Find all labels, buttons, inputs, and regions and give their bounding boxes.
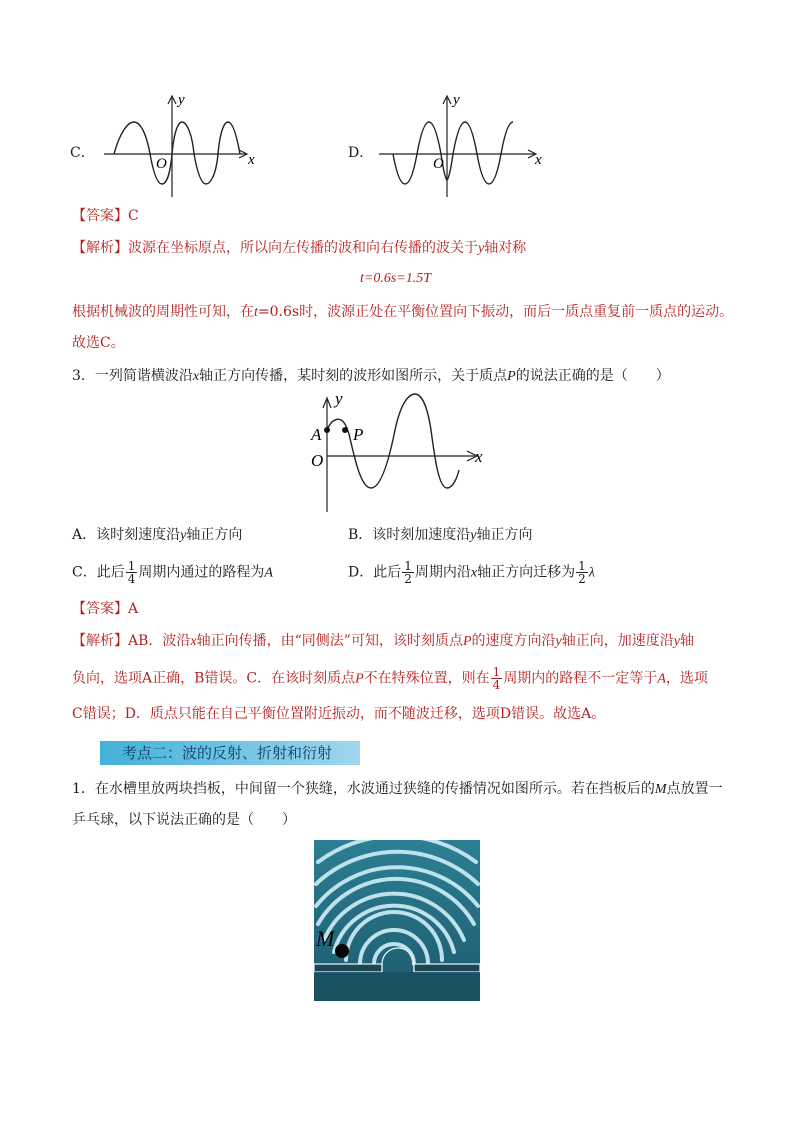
q2-analysis-line3: 根据机械波的周期性可知，在t=0.6s时，波源正处在平衡位置向下振动，而后一质点重复前一质点的运动。 bbox=[72, 304, 734, 320]
photo-label-m: M bbox=[316, 926, 335, 951]
option-c-label: C． bbox=[70, 145, 95, 161]
q3-stem: 3．一列简谐横波沿x轴正方向传播，某时刻的波形如图所示，关于质点P的说法正确的是（ ） bbox=[72, 368, 670, 384]
option-d-graph bbox=[375, 92, 545, 202]
q2-analysis-line1: 【解析】波源在坐标原点，所以向左传播的波和向右传播的波关于y轴对称 bbox=[72, 240, 527, 256]
q3-point-p bbox=[342, 427, 348, 433]
right-barrier bbox=[414, 964, 480, 972]
q3-fig-o: O bbox=[311, 451, 324, 470]
q2-formula: t=0.6s=1.5T bbox=[360, 271, 432, 286]
q2-answer: 【答案】C bbox=[72, 208, 139, 224]
point-m-ball bbox=[335, 944, 349, 958]
left-barrier bbox=[314, 964, 382, 972]
option-c-graph bbox=[100, 92, 270, 202]
q3-fig-p: P bbox=[353, 425, 364, 444]
tank-lower-area bbox=[314, 972, 480, 1001]
ripple-tank-photo bbox=[314, 840, 480, 1001]
q3-option-c: C．此后 $\frac{1}{4}$ 周期内通过的路程为A bbox=[72, 559, 273, 586]
q3-wave-figure bbox=[305, 390, 495, 515]
q3-answer: 【答案】A bbox=[72, 601, 139, 617]
section-title-bar bbox=[100, 741, 360, 765]
q3-fig-x: x bbox=[475, 447, 483, 466]
q3-analysis-line1: 【解析】AB．波沿x轴正向传播，由“同侧法”可知，该时刻质点P的速度方向沿y轴正向，加速度沿y轴 bbox=[72, 633, 694, 649]
c-y-label: y bbox=[178, 92, 185, 108]
c-origin-label: O bbox=[156, 156, 167, 172]
d-wave bbox=[393, 122, 513, 184]
c-x-label: x bbox=[248, 152, 255, 168]
option-d-label: D． bbox=[348, 145, 374, 161]
q3-option-a: A．该时刻速度沿y轴正方向 bbox=[72, 527, 243, 543]
q4-stem-line2: 乒乓球，以下说法正确的是（ ） bbox=[72, 812, 296, 828]
q3-wave bbox=[327, 394, 459, 488]
d-origin-label: O bbox=[433, 156, 444, 172]
q2-analysis-line4: 故选C。 bbox=[72, 335, 125, 351]
q3-analysis-line2: 负向，选项A正确，B错误。C．在该时刻质点P不在特殊位置，则在 $\frac{1}{4}$ 周期内的路程不一定等于A，选项 bbox=[72, 665, 708, 692]
q3-option-d: D．此后 $\frac{1}{2}$ 周期内沿x轴正方向迁移为 $\frac{1}{2}$ λ bbox=[348, 559, 595, 586]
d-y-label: y bbox=[453, 92, 460, 108]
q3-analysis-line3: C错误；D．质点只能在自己平衡位置附近振动，而不随波迁移，选项D错误。故选A。 bbox=[72, 706, 606, 722]
c-wave bbox=[114, 122, 240, 184]
q3-fig-y: y bbox=[335, 390, 343, 408]
q4-stem-line1: 1．在水槽里放两块挡板，中间留一个狭缝，水波通过狭缝的传播情况如图所示。若在挡板后的M点放置一 bbox=[72, 781, 723, 797]
d-x-label: x bbox=[535, 152, 542, 168]
section-title: 考点二：波的反射、折射和衍射 bbox=[122, 744, 333, 762]
q3-point-a bbox=[324, 427, 330, 433]
q3-fig-a: A bbox=[311, 425, 322, 444]
q3-option-b: B．该时刻加速度沿y轴正方向 bbox=[348, 527, 533, 543]
